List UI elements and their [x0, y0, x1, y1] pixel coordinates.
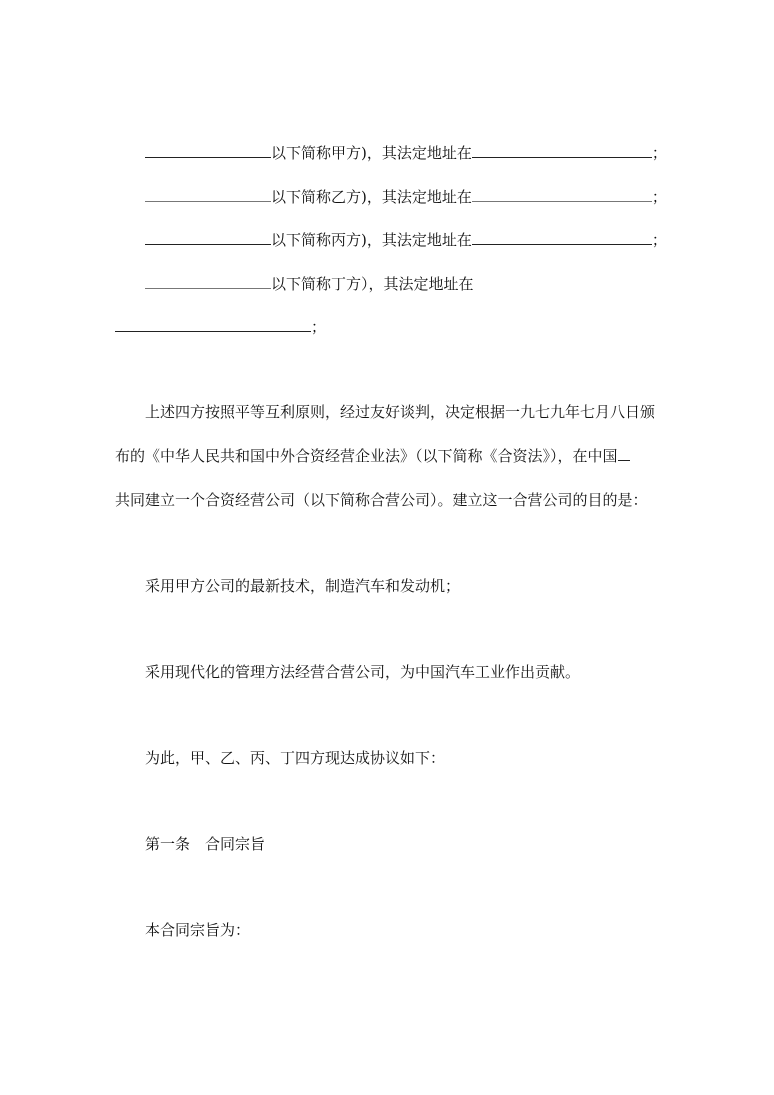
article-body: 本合同宗旨为： [145, 921, 251, 939]
party-a-line [145, 143, 667, 163]
party-b-address-blank [472, 187, 652, 202]
party-a-name-blank [145, 143, 271, 158]
party-b-name-blank [145, 187, 271, 202]
party-b-line [145, 187, 667, 207]
party-c-address-blank [472, 230, 652, 245]
intro-location-blank [618, 446, 630, 461]
party-d-name-blank [145, 274, 271, 289]
party-b-text: 以下简称乙方)，其法定地址在 [271, 188, 472, 206]
party-c-name-blank [145, 230, 271, 245]
intro-line-1: 上述四方按照平等互利原则，经过友好谈判，决定根据一九七九年七月八日颁 [145, 403, 656, 421]
intro-line-2 [115, 446, 630, 466]
purpose-item-1: 采用甲方公司的最新技术，制造汽车和发动机； [145, 577, 461, 595]
party-d-line [145, 274, 474, 294]
agreement-statement: 为此，甲、乙、丙、丁四方现达成协议如下： [145, 749, 446, 767]
party-b-end: ； [651, 188, 667, 206]
party-d-address-blank [129, 317, 311, 332]
party-c-end: ； [651, 231, 667, 249]
party-a-text: 以下简称甲方)，其法定地址在 [271, 144, 472, 162]
intro-line-3: 共同建立一个合资经营公司（以下简称合营公司）。建立这一合营公司的目的是： [115, 491, 648, 509]
party-d-address-line [115, 317, 326, 337]
article-heading: 第一条 合同宗旨 [145, 835, 266, 853]
party-c-text: 以下简称丙方)，其法定地址在 [271, 231, 472, 249]
party-c-line [145, 230, 667, 250]
purpose-item-2: 采用现代化的管理方法经营合营公司，为中国汽车工业作出贡献。 [145, 663, 581, 681]
intro-line-2-text: 布的《中华人民共和国中外合资经营企业法》（以下简称《合资法》），在中国 [115, 447, 618, 465]
party-d-end: ； [311, 318, 327, 336]
party-a-address-blank [472, 143, 652, 158]
party-a-end: ； [651, 144, 667, 162]
party-d-address-blank-lead [115, 317, 129, 332]
party-d-text: 以下简称丁方），其法定地址在 [271, 275, 474, 293]
